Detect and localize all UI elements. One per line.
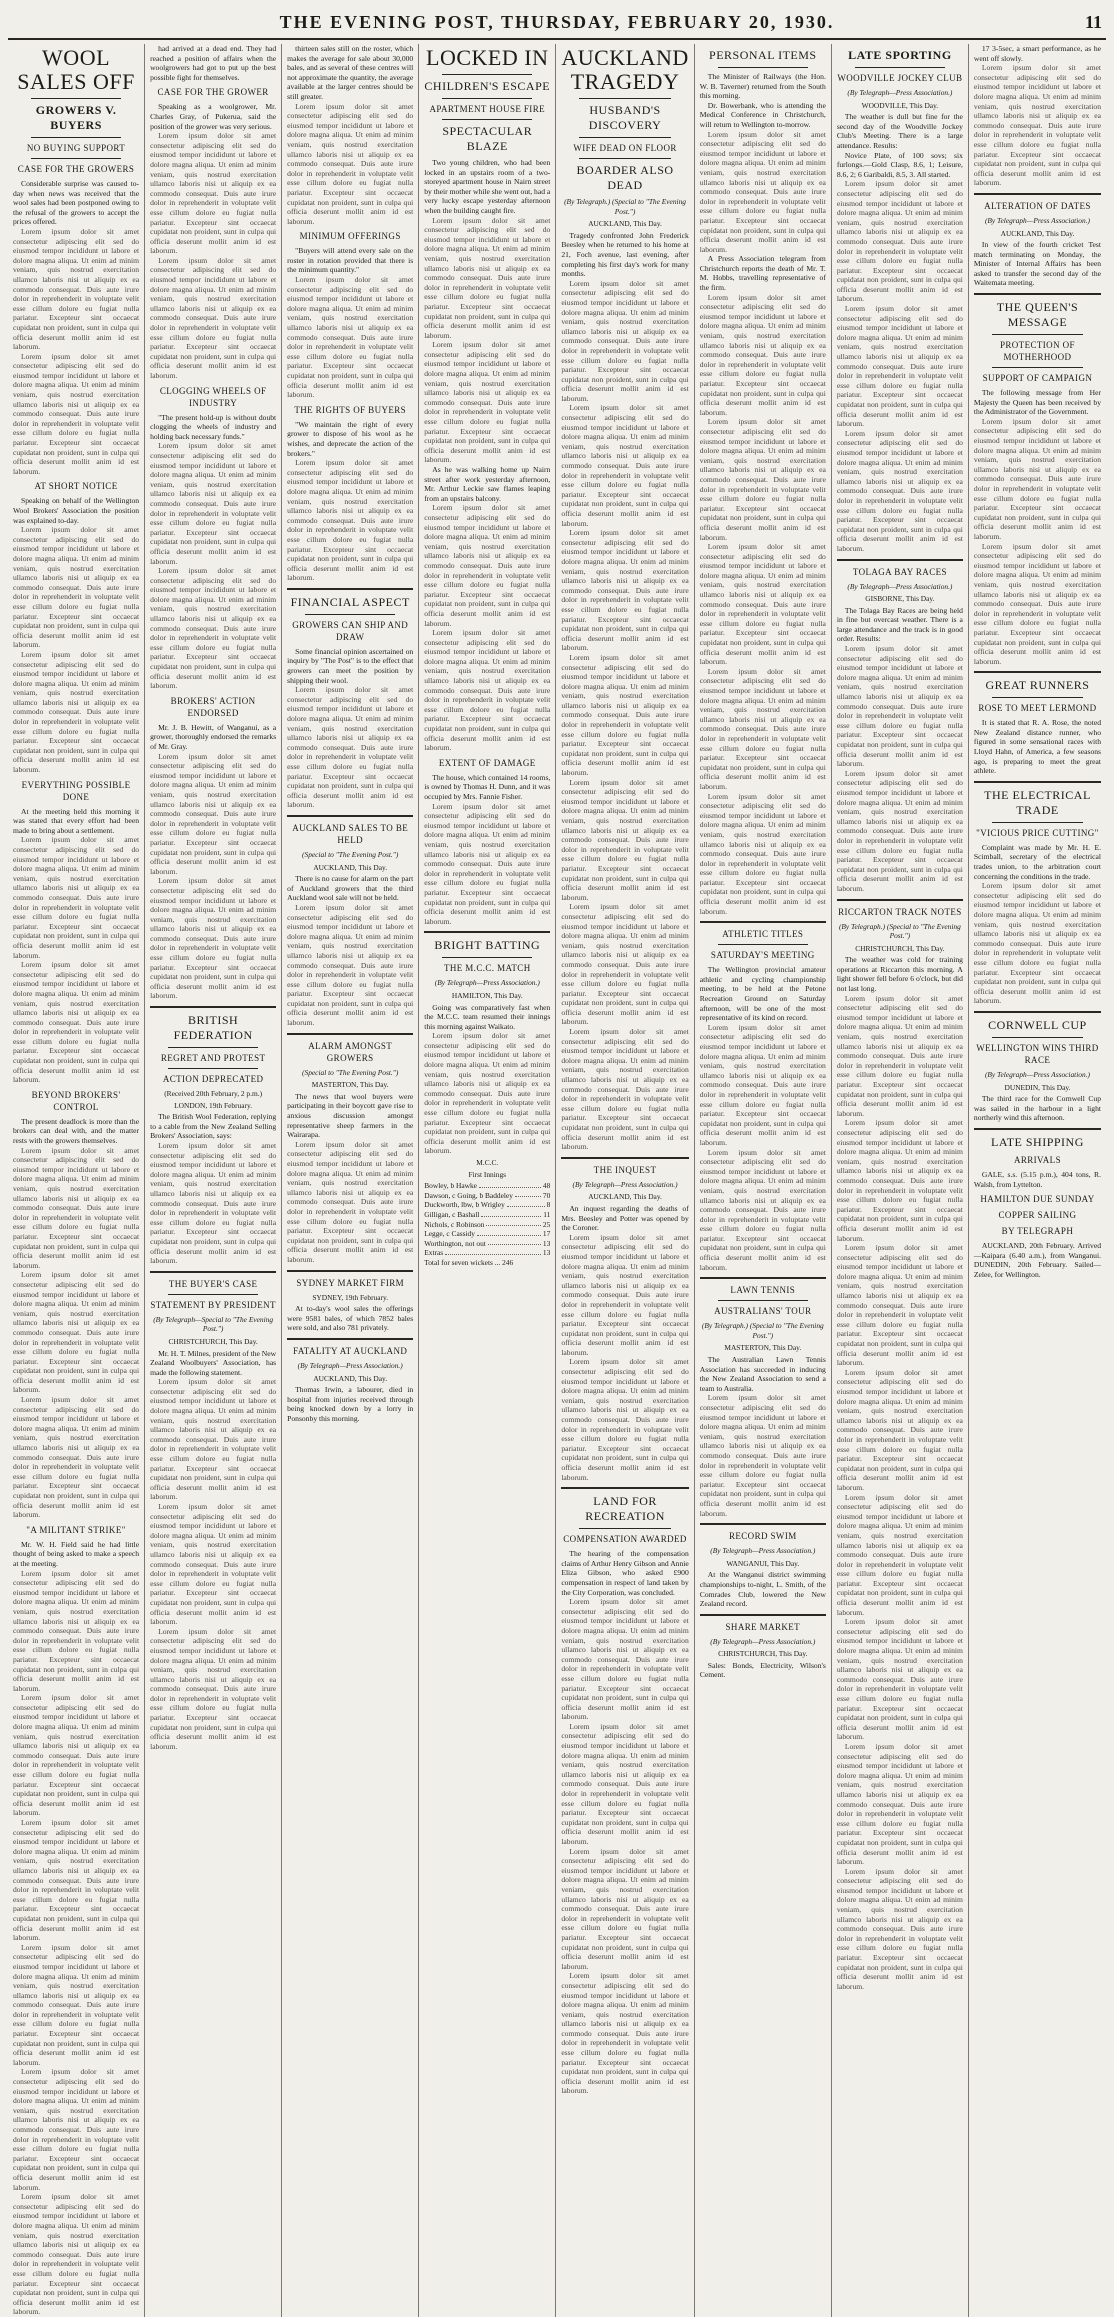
article-paragraph: The present deadlock is more than the brokers can deal with, and the matter rests with the growers themselves. [13,1116,140,1146]
dateline: WOODVILLE, This Day. [861,100,939,110]
filler-text: Lorem ipsum dolor sit amet consectetur adipiscing elit sed do eiusmod tempor incididunt ut labore et dolore magna aliqua. Ut enim ad minim veniam, quis nostrud exercitation ullamco laboris nisi ut aliquip ex ea commodo consequat. Duis aute irure dolor in reprehenderit in voluptate velit esse cillum dolore eu fugiat nulla pariatur. Excepteur sint occaecat cupidatat non proident, sunt in culpa qui officia deserunt mollit anim id est laborum. [561,278,689,403]
filler-text: Lorem ipsum dolor sit amet consectetur adipiscing elit sed do eiusmod tempor incididunt ut labore et dolore magna aliqua. Ut enim ad minim veniam, quis nostrud exercitation ullamco laboris nisi ut aliquip ex ea commodo consequat. Duis aute irure dolor in reprehenderit in voluptate velit esse cillum dolore eu fugiat nulla pariatur. Excepteur sint occaecat cupidatat non proident, sunt in culpa qui officia deserunt mollit anim id est laborum. [287,101,414,226]
article-paragraph: The Minister of Railways (the Hon. W. B. Taverner) returned from the South this morning. [699,72,826,101]
filler-text: Lorem ipsum dolor sit amet consectetur adipiscing elit sed do eiusmod tempor incididunt ut labore et dolore magna aliqua. Ut enim ad minim veniam, quis nostrud exercitation ullamco laboris nisi ut aliquip ex ea commodo consequat. Duis aute irure dolor in reprehenderit in voluptate velit esse cillum dolore eu fugiat nulla pariatur. Excepteur sint occaecat cupidatat non proident, sunt in culpa qui officia deserunt mollit anim id est laborum. [13,1270,140,1395]
section-heading: BROKERS' ACTION ENDORSED [170,695,256,718]
subhead-hamilton: HAMILTON DUE SUNDAY [980,1194,1095,1205]
batsman-runs: 48 [542,1181,551,1191]
batsman-name: Extras [424,1248,444,1258]
filler-text: Lorem ipsum dolor sit amet consectetur adipiscing elit sed do eiusmod tempor incididunt ut labore et dolore magna aliqua. Ut enim ad minim veniam, quis nostrud exercitation ullamco laboris nisi ut aliquip ex ea commodo consequat. Duis aute irure dolor in reprehenderit in voluptate velit esse cillum dolore eu fugiat nulla pariatur. Excepteur sint occaecat cupidatat non proident, sunt in culpa qui officia deserunt mollit anim id est laborum. [287,275,414,400]
article-paragraph: Complaint was made by Mr. H. E. Scimball, secretary of the electrical trades union, to the arbitration court concerning the conditions in the trade. [973,842,1101,881]
headline-alarm-growers: ALARM AMONGST GROWERS [308,1040,393,1063]
dateline: HAMILTON, This Day. [451,990,523,1000]
filler-text: Lorem ipsum dolor sit amet consectetur adipiscing elit sed do eiusmod tempor incididunt ut labore et dolore magna aliqua. Ut enim ad minim veniam, quis nostrud exercitation ullamco laboris nisi ut aliquip ex ea commodo consequat. Duis aute irure dolor in reprehenderit in voluptate velit esse cillum dolore eu fugiat nulla pariatur. Excepteur sint occaecat cupidatat non proident, sunt in culpa qui officia deserunt mollit anim id est laborum. [13,1818,140,1943]
scorecard-subtitle: First Innings [468,1169,507,1179]
headline-alteration-dates: ALTERATION OF DATES [984,200,1091,211]
filler-text: Lorem ipsum dolor sit amet consectetur adipiscing elit sed do eiusmod tempor incididunt ut labore et dolore magna aliqua. Ut enim ad minim veniam, quis nostrud exercitation ullamco laboris nisi ut aliquip ex ea commodo consequat. Duis aute irure dolor in reprehenderit in voluptate velit esse cillum dolore eu fugiat nulla pariatur. Excepteur sint occaecat cupidatat non proident, sunt in culpa qui officia deserunt mollit anim id est laborum. [13,2192,140,2317]
article-paragraph: Going was comparatively fast when the M.C.C. team resumed their innings this morning against Waikato. [424,1002,551,1031]
headline-fatality: FATALITY AT AUCKLAND [293,1345,408,1356]
filler-text: Lorem ipsum dolor sit amet consectetur adipiscing elit sed do eiusmod tempor incididunt ut labore et dolore magna aliqua. Ut enim ad minim veniam, quis nostrud exercitation ullamco laboris nisi ut aliquip ex ea commodo consequat. Duis aute irure dolor in reprehenderit in voluptate velit esse cillum dolore eu fugiat nulla pariatur. Excepteur sint occaecat cupidatat non proident, sunt in culpa qui officia deserunt mollit anim id est laborum. [836,179,963,304]
article-paragraph: The third race for the Cornwell Cup was sailed in the harbour in a light northerly wind this afternoon. [973,1094,1101,1123]
dateline: AUCKLAND, This Day. [313,862,388,872]
section-heading: EVERYTHING POSSIBLE DONE [21,779,131,802]
batsman-runs: 17 [542,1229,551,1239]
article-paragraph: A Press Association telegram from Christchurch reports the death of Mr. T. M. Hobbs, travelling representative of the firm. [699,254,826,293]
filler-text: Lorem ipsum dolor sit amet consectetur adipiscing elit sed do eiusmod tempor incididunt ut labore et dolore magna aliqua. Ut enim ad minim veniam, quis nostrud exercitation ullamco laboris nisi ut aliquip ex ea commodo consequat. Duis aute irure dolor in reprehenderit in voluptate velit esse cillum dolore eu fugiat nulla pariatur. Excepteur sint occaecat cupidatat non proident, sunt in culpa qui officia deserunt mollit anim id est laborum. [836,644,963,769]
dateline: (Received 20th February, 2 p.m.) [164,1089,263,1099]
article-paragraph: Two young children, who had been locked in an upstairs room of a two-storeyed apartment house in Nairn street by their mother while she went out, had a very lucky escape yesterday afternoon when the building caught fire. [424,158,551,215]
filler-text: Lorem ipsum dolor sit amet consectetur adipiscing elit sed do eiusmod tempor incididunt ut labore et dolore magna aliqua. Ut enim ad minim veniam, quis nostrud exercitation ullamco laboris nisi ut aliquip ex ea commodo consequat. Duis aute irure dolor in reprehenderit in voluptate velit esse cillum dolore eu fugiat nulla pariatur. Excepteur sint occaecat cupidatat non proident, sunt in culpa qui officia deserunt mollit anim id est laborum. [836,428,963,553]
article-paragraph: Mr. J. B. Hewitt, of Wanganui, as a grower, thoroughly endorsed the remarks of Mr. Gray. [150,722,277,751]
subhead-statement-president: STATEMENT BY PRESIDENT [150,1299,276,1310]
filler-text: Lorem ipsum dolor sit amet consectetur adipiscing elit sed do eiusmod tempor incididunt ut labore et dolore magna aliqua. Ut enim ad minim veniam, quis nostrud exercitation ullamco laboris nisi ut aliquip ex ea commodo consequat. Duis aute irure dolor in reprehenderit in voluptate velit esse cillum dolore eu fugiat nulla pariatur. Excepteur sint occaecat cupidatat non proident, sunt in culpa qui officia deserunt mollit anim id est laborum. [836,1367,963,1492]
dateline: GISBORNE, This Day. [865,594,935,604]
article-paragraph: Dr. Bowerbank, who is attending the Medical Conference in Christchurch, will return to Wellington to-morrow. [699,100,826,129]
scorecard-total-text: Total for seven wickets ... 246 [424,1257,514,1267]
batsman-runs: 70 [542,1190,551,1200]
headline-electrical-trade: THE ELECTRICAL TRADE [984,787,1091,817]
article-paragraph: At the Wanganui district swimming championships to-night, L. Smith, of the Comrades Club, lowered the New Zealand record. [699,1570,826,1609]
filler-text: Lorem ipsum dolor sit amet consectetur adipiscing elit sed do eiusmod tempor incididunt ut labore et dolore magna aliqua. Ut enim ad minim veniam, quis nostrud exercitation ullamco laboris nisi ut aliquip ex ea commodo consequat. Duis aute irure dolor in reprehenderit in voluptate velit esse cillum dolore eu fugiat nulla pariatur. Excepteur sint occaecat cupidatat non proident, sunt in culpa qui officia deserunt mollit anim id est laborum. [561,777,689,902]
article-paragraph: Novice Plate, of 100 sovs; six furlongs.—Gold Clasp, 8.6, 1; Leisure, 8.6, 2; 6 Garibaldi, 8.5, 3. All started. [836,150,963,179]
dateline: WANGANUI, This Day. [726,1558,800,1568]
article-paragraph: "The present hold-up is without doubt clogging the wheels of industry and holding back necessary funds." [150,412,277,441]
byline: (Special to "The Evening Post.") [302,1067,399,1077]
filler-text: Lorem ipsum dolor sit amet consectetur adipiscing elit sed do eiusmod tempor incididunt ut labore et dolore magna aliqua. Ut enim ad minim veniam, quis nostrud exercitation ullamco laboris nisi ut aliquip ex ea commodo consequat. Duis aute irure dolor in reprehenderit in voluptate velit esse cillum dolore eu fugiat nulla pariatur. Excepteur sint occaecat cupidatat non proident, sunt in culpa qui officia deserunt mollit anim id est laborum. [699,1147,826,1272]
dateline: LONDON, 19th February. [174,1100,253,1110]
masthead [8,4,1106,40]
headline-auckland-sales: AUCKLAND SALES TO BE HELD [292,822,409,845]
article-paragraph: "Buyers will attend every sale on the roster in rotation provided that there is the minimum quantity." [287,246,414,275]
subhead-campaign: SUPPORT OF CAMPAIGN [982,373,1093,384]
scorecard-row [424,1229,550,1239]
subhead-case-growers: CASE FOR THE GROWERS [17,164,135,174]
scorecard-row [424,1239,550,1249]
subhead-wellington-wins: WELLINGTON WINS THIRD RACE [976,1042,1099,1065]
subhead-rose-lermond: ROSE TO MEET LERMOND [978,703,1097,714]
headline-queens-message: THE QUEEN'S MESSAGE [996,300,1079,330]
filler-text: Lorem ipsum dolor sit amet consectetur adipiscing elit sed do eiusmod tempor incididunt ut labore et dolore magna aliqua. Ut enim ad minim veniam, quis nostrud exercitation ullamco laboris nisi ut aliquip ex ea commodo consequat. Duis aute irure dolor in reprehenderit in voluptate velit esse cillum dolore eu fugiat nulla pariatur. Excepteur sint occaecat cupidatat non proident, sunt in culpa qui officia deserunt mollit anim id est laborum. [836,1243,963,1368]
dateline: MASTERTON, This Day. [724,1343,802,1353]
filler-text: Lorem ipsum dolor sit amet consectetur adipiscing elit sed do eiusmod tempor incididunt ut labore et dolore magna aliqua. Ut enim ad minim veniam, quis nostrud exercitation ullamco laboris nisi ut aliquip ex ea commodo consequat. Duis aute irure dolor in reprehenderit in voluptate velit esse cillum dolore eu fugiat nulla pariatur. Excepteur sint occaecat cupidatat non proident, sunt in culpa qui officia deserunt mollit anim id est laborum. [424,628,551,753]
dateline: AUCKLAND, This Day. [1000,228,1075,238]
article-paragraph: The house, which contained 14 rooms, is owned by Thomas H. Dunn, and it was occupied by Mrs. Fannie Fisher. [424,772,551,801]
filler-text: Lorem ipsum dolor sit amet consectetur adipiscing elit sed do eiusmod tempor incididunt ut labore et dolore magna aliqua. Ut enim ad minim veniam, quis nostrud exercitation ullamco laboris nisi ut aliquip ex ea commodo consequat. Duis aute irure dolor in reprehenderit in voluptate velit esse cillum dolore eu fugiat nulla pariatur. Excepteur sint occaecat cupidatat non proident, sunt in culpa qui officia deserunt mollit anim id est laborum. [561,1232,689,1357]
filler-text: Lorem ipsum dolor sit amet consectetur adipiscing elit sed do eiusmod tempor incididunt ut labore et dolore magna aliqua. Ut enim ad minim veniam, quis nostrud exercitation ullamco laboris nisi ut aliquip ex ea commodo consequat. Duis aute irure dolor in reprehenderit in voluptate velit esse cillum dolore eu fugiat nulla pariatur. Excepteur sint occaecat cupidatat non proident, sunt in culpa qui officia deserunt mollit anim id est laborum. [973,416,1101,541]
column-grid [8,44,1106,2317]
section-heading: "A MILITANT STRIKE" [26,1524,126,1535]
filler-text: Lorem ipsum dolor sit amet consectetur adipiscing elit sed do eiusmod tempor incididunt ut labore et dolore magna aliqua. Ut enim ad minim veniam, quis nostrud exercitation ullamco laboris nisi ut aliquip ex ea commodo consequat. Duis aute irure dolor in reprehenderit in voluptate velit esse cillum dolore eu fugiat nulla pariatur. Excepteur sint occaecat cupidatat non proident, sunt in culpa qui officia deserunt mollit anim id est laborum. [13,1693,140,1818]
batsman-name: Worthington, not out [424,1238,486,1248]
headline-locked-in: LOCKED IN [426,45,549,70]
section-heading: MINIMUM OFFERINGS [299,231,401,242]
filler-text: Lorem ipsum dolor sit amet consectetur adipiscing elit sed do eiusmod tempor incididunt ut labore et dolore magna aliqua. Ut enim ad minim veniam, quis nostrud exercitation ullamco laboris nisi ut aliquip ex ea commodo consequat. Duis aute irure dolor in reprehenderit in voluptate velit esse cillum dolore eu fugiat nulla pariatur. Excepteur sint occaecat cupidatat non proident, sunt in culpa qui officia deserunt mollit anim id est laborum. [13,1395,140,1520]
filler-text: Lorem ipsum dolor sit amet consectetur adipiscing elit sed do eiusmod tempor incididunt ut labore et dolore magna aliqua. Ut enim ad minim veniam, quis nostrud exercitation ullamco laboris nisi ut aliquip ex ea commodo consequat. Duis aute irure dolor in reprehenderit in voluptate velit esse cillum dolore eu fugiat nulla pariatur. Excepteur sint occaecat cupidatat non proident, sunt in culpa qui officia deserunt mollit anim id est laborum. [699,292,826,417]
batsman-name: Legge, c Cassidy [424,1229,475,1239]
subhead-saturday-meeting: SATURDAY'S MEETING [710,950,815,961]
dateline: CHRISTCHURCH, This Day. [718,1649,808,1659]
article-paragraph: Mr. W. H. Field said he had little thought of being asked to make a speech at the meeting. [13,1539,140,1568]
batsman-runs: 8 [546,1200,551,1210]
article-paragraph: An inquest regarding the deaths of Mrs. Beesley and Potter was opened by the Coroner. [561,1203,689,1233]
filler-text: Lorem ipsum dolor sit amet consectetur adipiscing elit sed do eiusmod tempor incididunt ut labore et dolore magna aliqua. Ut enim ad minim veniam, quis nostrud exercitation ullamco laboris nisi ut aliquip ex ea commodo consequat. Duis aute irure dolor in reprehenderit in voluptate velit esse cillum dolore eu fugiat nulla pariatur. Excepteur sint occaecat cupidatat non proident, sunt in culpa qui officia deserunt mollit anim id est laborum. [836,768,963,893]
article-paragraph: Considerable surprise was caused to-day when news was received that the wool sales had been postponed owing to the refusal of the growers to accept the prices offered. [13,179,140,227]
filler-text: Lorem ipsum dolor sit amet consectetur adipiscing elit sed do eiusmod tempor incididunt ut labore et dolore magna aliqua. Ut enim ad minim veniam, quis nostrud exercitation ullamco laboris nisi ut aliquip ex ea commodo consequat. Duis aute irure dolor in reprehenderit in voluptate velit esse cillum dolore eu fugiat nulla pariatur. Excepteur sint occaecat cupidatat non proident, sunt in culpa qui officia deserunt mollit anim id est laborum. [699,666,826,791]
filler-text: Lorem ipsum dolor sit amet consectetur adipiscing elit sed do eiusmod tempor incididunt ut labore et dolore magna aliqua. Ut enim ad minim veniam, quis nostrud exercitation ullamco laboris nisi ut aliquip ex ea commodo consequat. Duis aute irure dolor in reprehenderit in voluptate velit esse cillum dolore eu fugiat nulla pariatur. Excepteur sint occaecat cupidatat non proident, sunt in culpa qui officia deserunt mollit anim id est laborum. [561,403,689,528]
article-paragraph: The news that wool buyers were participating in their boycott gave rise to anxious discussion amongst representative sheep farmers in the Wairarapa. [287,1091,414,1140]
filler-text: Lorem ipsum dolor sit amet consectetur adipiscing elit sed do eiusmod tempor incididunt ut labore et dolore magna aliqua. Ut enim ad minim veniam, quis nostrud exercitation ullamco laboris nisi ut aliquip ex ea commodo consequat. Duis aute irure dolor in reprehenderit in voluptate velit esse cillum dolore eu fugiat nulla pariatur. Excepteur sint occaecat cupidatat non proident, sunt in culpa qui officia deserunt mollit anim id est laborum. [424,801,551,926]
filler-text: Lorem ipsum dolor sit amet consectetur adipiscing elit sed do eiusmod tempor incididunt ut labore et dolore magna aliqua. Ut enim ad minim veniam, quis nostrud exercitation ullamco laboris nisi ut aliquip ex ea commodo consequat. Duis aute irure dolor in reprehenderit in voluptate velit esse cillum dolore eu fugiat nulla pariatur. Excepteur sint occaecat cupidatat non proident, sunt in culpa qui officia deserunt mollit anim id est laborum. [13,2067,140,2192]
headline-late-sporting: LATE SPORTING [848,48,952,62]
headline-sydney-market: SYDNEY MARKET FIRM [296,1277,405,1288]
filler-text: Lorem ipsum dolor sit amet consectetur adipiscing elit sed do eiusmod tempor incididunt ut labore et dolore magna aliqua. Ut enim ad minim veniam, quis nostrud exercitation ullamco laboris nisi ut aliquip ex ea commodo consequat. Duis aute irure dolor in reprehenderit in voluptate velit esse cillum dolore eu fugiat nulla pariatur. Excepteur sint occaecat cupidatat non proident, sunt in culpa qui officia deserunt mollit anim id est laborum. [699,1393,826,1518]
batsman-runs: 13 [542,1248,551,1258]
article-paragraph: AUCKLAND, 20th February. Arrived—Kaipara (6.40 a.m.), from Wanganui. DUNEDIN, 20th February. Sailed—Zelee, for Wellington. [973,1241,1101,1279]
headline-bright-batting: BRIGHT BATTING [434,938,541,953]
section-heading: AT SHORT NOTICE [34,481,118,492]
column-8 [969,44,1106,2317]
filler-text: Lorem ipsum dolor sit amet consectetur adipiscing elit sed do eiusmod tempor incididunt ut labore et dolore magna aliqua. Ut enim ad minim veniam, quis nostrud exercitation ullamco laboris nisi ut aliquip ex ea commodo consequat. Duis aute irure dolor in reprehenderit in voluptate velit esse cillum dolore eu fugiat nulla pariatur. Excepteur sint occaecat cupidatat non proident, sunt in culpa qui officia deserunt mollit anim id est laborum. [13,835,140,960]
article-paragraph: The Tolaga Bay Races are being held in fine but overcast weather. There is a large attendance and the track is in good order. Results: [836,605,963,644]
filler-text: Lorem ipsum dolor sit amet consectetur adipiscing elit sed do eiusmod tempor incididunt ut labore et dolore magna aliqua. Ut enim ad minim veniam, quis nostrud exercitation ullamco laboris nisi ut aliquip ex ea commodo consequat. Duis aute irure dolor in reprehenderit in voluptate velit esse cillum dolore eu fugiat nulla pariatur. Excepteur sint occaecat cupidatat non proident, sunt in culpa qui officia deserunt mollit anim id est laborum. [973,881,1101,1006]
subhead-regret-protest: REGRET AND PROTEST [160,1053,266,1064]
subhead-mcc-match: THE M.C.C. MATCH [443,963,531,974]
headline-inquest: THE INQUEST [593,1164,657,1175]
filler-text: Lorem ipsum dolor sit amet consectetur adipiscing elit sed do eiusmod tempor incididunt ut labore et dolore magna aliqua. Ut enim ad minim veniam, quis nostrud exercitation ullamco laboris nisi ut aliquip ex ea commodo consequat. Duis aute irure dolor in reprehenderit in voluptate velit esse cillum dolore eu fugiat nulla pariatur. Excepteur sint occaecat cupidatat non proident, sunt in culpa qui officia deserunt mollit anim id est laborum. [13,1568,140,1693]
batsman-name: Gilligan, c Bashall [424,1209,480,1219]
article-paragraph: The Australian Lawn Tennis Association has succeeded in inducing the New Zealand Association to send a team to Australia. [699,1355,826,1393]
filler-text: Lorem ipsum dolor sit amet consectetur adipiscing elit sed do eiusmod tempor incididunt ut labore et dolore magna aliqua. Ut enim ad minim veniam, quis nostrud exercitation ullamco laboris nisi ut aliquip ex ea commodo consequat. Duis aute irure dolor in reprehenderit in voluptate velit esse cillum dolore eu fugiat nulla pariatur. Excepteur sint occaecat cupidatat non proident, sunt in culpa qui officia deserunt mollit anim id est laborum. [424,215,551,340]
filler-text: Lorem ipsum dolor sit amet consectetur adipiscing elit sed do eiusmod tempor incididunt ut labore et dolore magna aliqua. Ut enim ad minim veniam, quis nostrud exercitation ullamco laboris nisi ut aliquip ex ea commodo consequat. Duis aute irure dolor in reprehenderit in voluptate velit esse cillum dolore eu fugiat nulla pariatur. Excepteur sint occaecat cupidatat non proident, sunt in culpa qui officia deserunt mollit anim id est laborum. [287,1139,414,1264]
scorecard-row [424,1220,550,1230]
subhead-apartment-fire: APARTMENT HOUSE FIRE [429,104,546,114]
byline: (By Telegraph—Press Association.) [984,1069,1090,1079]
byline: (By Telegraph—Press Association.) [847,581,953,591]
filler-text: Lorem ipsum dolor sit amet consectetur adipiscing elit sed do eiusmod tempor incididunt ut labore et dolore magna aliqua. Ut enim ad minim veniam, quis nostrud exercitation ullamco laboris nisi ut aliquip ex ea commodo consequat. Duis aute irure dolor in reprehenderit in voluptate velit esse cillum dolore eu fugiat nulla pariatur. Excepteur sint occaecat cupidatat non proident, sunt in culpa qui officia deserunt mollit anim id est laborum. [836,304,963,429]
dateline: MASTERTON, This Day. [311,1080,389,1090]
section-heading: CLOGGING WHEELS OF INDUSTRY [159,385,267,408]
filler-text: Lorem ipsum dolor sit amet consectetur adipiscing elit sed do eiusmod tempor incididunt ut labore et dolore magna aliqua. Ut enim ad minim veniam, quis nostrud exercitation ullamco laboris nisi ut aliquip ex ea commodo consequat. Duis aute irure dolor in reprehenderit in voluptate velit esse cillum dolore eu fugiat nulla pariatur. Excepteur sint occaecat cupidatat non proident, sunt in culpa qui officia deserunt mollit anim id est laborum. [287,685,414,810]
article-paragraph: In view of the fourth cricket Test match terminating on Monday, the Minister of Internal Affairs has been asked to transfer the second day of the Waitemata meeting. [973,240,1101,288]
headline-athletic-titles: ATHLETIC TITLES [722,929,804,940]
dateline: SYDNEY, 19th February. [312,1292,389,1302]
filler-text: Lorem ipsum dolor sit amet consectetur adipiscing elit sed do eiusmod tempor incididunt ut labore et dolore magna aliqua. Ut enim ad minim veniam, quis nostrud exercitation ullamco laboris nisi ut aliquip ex ea commodo consequat. Duis aute irure dolor in reprehenderit in voluptate velit esse cillum dolore eu fugiat nulla pariatur. Excepteur sint occaecat cupidatat non proident, sunt in culpa qui officia deserunt mollit anim id est laborum. [836,1741,963,1867]
filler-text: Lorem ipsum dolor sit amet consectetur adipiscing elit sed do eiusmod tempor incididunt ut labore et dolore magna aliqua. Ut enim ad minim veniam, quis nostrud exercitation ullamco laboris nisi ut aliquip ex ea commodo consequat. Duis aute irure dolor in reprehenderit in voluptate velit esse cillum dolore eu fugiat nulla pariatur. Excepteur sint occaecat cupidatat non proident, sunt in culpa qui officia deserunt mollit anim id est laborum. [13,525,140,650]
subhead-ship-draw: GROWERS CAN SHIP AND DRAW [292,619,409,642]
subhead-buyers-case: THE BUYER'S CASE [168,1278,258,1289]
headline-tolaga-bay: TOLAGA BAY RACES [852,566,947,577]
filler-text: Lorem ipsum dolor sit amet consectetur adipiscing elit sed do eiusmod tempor incididunt ut labore et dolore magna aliqua. Ut enim ad minim veniam, quis nostrud exercitation ullamco laboris nisi ut aliquip ex ea commodo consequat. Duis aute irure dolor in reprehenderit in voluptate velit esse cillum dolore eu fugiat nulla pariatur. Excepteur sint occaecat cupidatat non proident, sunt in culpa qui officia deserunt mollit anim id est laborum. [13,960,140,1085]
headline-record-swim: RECORD SWIM [728,1531,797,1542]
article-paragraph: There is no cause for alarm on the part of Auckland growers that the third Auckland wool sale will not be held. [287,874,414,903]
filler-text: Lorem ipsum dolor sit amet consectetur adipiscing elit sed do eiusmod tempor incididunt ut labore et dolore magna aliqua. Ut enim ad minim veniam, quis nostrud exercitation ullamco laboris nisi ut aliquip ex ea commodo consequat. Duis aute irure dolor in reprehenderit in voluptate velit esse cillum dolore eu fugiat nulla pariatur. Excepteur sint occaecat cupidatat non proident, sunt in culpa qui officia deserunt mollit anim id est laborum. [13,649,140,775]
subhead-spectacular-blaze: SPECTACULAR BLAZE [442,124,533,153]
subhead-copper: COPPER SAILING [998,1210,1077,1221]
batsman-runs: 25 [542,1219,551,1229]
article-paragraph: 17 3-5sec, a smart performance, as he went off slowly. [973,44,1101,63]
filler-text: Lorem ipsum dolor sit amet consectetur adipiscing elit sed do eiusmod tempor incididunt ut labore et dolore magna aliqua. Ut enim ad minim veniam, quis nostrud exercitation ullamco laboris nisi ut aliquip ex ea commodo consequat. Duis aute irure dolor in reprehenderit in voluptate velit esse cillum dolore eu fugiat nulla pariatur. Excepteur sint occaecat cupidatat non proident, sunt in culpa qui officia deserunt mollit anim id est laborum. [561,1357,689,1482]
filler-text: Lorem ipsum dolor sit amet consectetur adipiscing elit sed do eiusmod tempor incididunt ut labore et dolore magna aliqua. Ut enim ad minim veniam, quis nostrud exercitation ullamco laboris nisi ut aliquip ex ea commodo consequat. Duis aute irure dolor in reprehenderit in voluptate velit esse cillum dolore eu fugiat nulla pariatur. Excepteur sint occaecat cupidatat non proident, sunt in culpa qui officia deserunt mollit anim id est laborum. [561,1971,689,2096]
batsman-name: Bowley, b Hawke [424,1181,477,1191]
batsman-runs: 13 [542,1238,551,1248]
byline: (By Telegraph.) (Special to "The Evening Post.") [701,1321,824,1340]
subhead-motherhood: PROTECTION OF MOTHERHOOD [999,340,1075,363]
article-paragraph: Mr. H. T. Milnes, president of the New Zealand Woolbuyers' Association, has made the following statement. [150,1348,277,1377]
subhead-woodville: WOODVILLE JOCKEY CLUB [837,73,963,83]
batsman-name: Dawson, c Going, b Baddeley [424,1190,513,1200]
section-heading: EXTENT OF DAMAGE [438,757,536,768]
byline: (By Telegraph—Press Association.) [572,1179,678,1189]
filler-text: Lorem ipsum dolor sit amet consectetur adipiscing elit sed do eiusmod tempor incididunt ut labore et dolore magna aliqua. Ut enim ad minim veniam, quis nostrud exercitation ullamco laboris nisi ut aliquip ex ea commodo consequat. Duis aute irure dolor in reprehenderit in voluptate velit esse cillum dolore eu fugiat nulla pariatur. Excepteur sint occaecat cupidatat non proident, sunt in culpa qui officia deserunt mollit anim id est laborum. [561,652,689,778]
article-paragraph: The Wellington provincial amateur athletic and cycling championship meeting, to be held at the Petone Recreation Ground on Saturday afternoon, will be one of the most representative of its kind on record. [699,965,826,1023]
article-paragraph: As he was walking home up Nairn street after work yesterday afternoon, Mr. Arthur Leckie saw flames leaping from an upstairs balcony. [424,465,551,503]
article-paragraph: Speaking on behalf of the Wellington Wool Brokers' Association the position was explained to-day. [13,496,140,525]
subhead-action-deprecated: ACTION DEPRECATED [162,1074,264,1085]
filler-text: Lorem ipsum dolor sit amet consectetur adipiscing elit sed do eiusmod tempor incididunt ut labore et dolore magna aliqua. Ut enim ad minim veniam, quis nostrud exercitation ullamco laboris nisi ut aliquip ex ea commodo consequat. Duis aute irure dolor in reprehenderit in voluptate velit esse cillum dolore eu fugiat nulla pariatur. Excepteur sint occaecat cupidatat non proident, sunt in culpa qui officia deserunt mollit anim id est laborum. [287,458,414,583]
column-1 [8,44,145,2317]
article-paragraph: Thomas Irwin, a labourer, died in hospital from injuries received through being knocked down by a lorry in Ponsonby this morning. [287,1385,414,1423]
article-paragraph: Tragedy confronted John Frederick Beesley when he returned to his home at 21, Foch avenue, last evening, after completing his first day's work for many months. [561,230,689,279]
filler-text: Lorem ipsum dolor sit amet consectetur adipiscing elit sed do eiusmod tempor incididunt ut labore et dolore magna aliqua. Ut enim ad minim veniam, quis nostrud exercitation ullamco laboris nisi ut aliquip ex ea commodo consequat. Duis aute irure dolor in reprehenderit in voluptate velit esse cillum dolore eu fugiat nulla pariatur. Excepteur sint occaecat cupidatat non proident, sunt in culpa qui officia deserunt mollit anim id est laborum. [561,1597,689,1722]
subhead-price-cutting: "VICIOUS PRICE CUTTING" [976,827,1099,838]
dateline: AUCKLAND, This Day. [588,1192,662,1202]
batsman-name: Nichols, c Robinson [424,1219,485,1229]
filler-text: Lorem ipsum dolor sit amet consectetur adipiscing elit sed do eiusmod tempor incididunt ut labore et dolore magna aliqua. Ut enim ad minim veniam, quis nostrud exercitation ullamco laboris nisi ut aliquip ex ea commodo consequat. Duis aute irure dolor in reprehenderit in voluptate velit esse cillum dolore eu fugiat nulla pariatur. Excepteur sint occaecat cupidatat non proident, sunt in culpa qui officia deserunt mollit anim id est laborum. [150,1377,277,1502]
column-2 [145,44,282,2317]
filler-text: Lorem ipsum dolor sit amet consectetur adipiscing elit sed do eiusmod tempor incididunt ut labore et dolore magna aliqua. Ut enim ad minim veniam, quis nostrud exercitation ullamco laboris nisi ut aliquip ex ea commodo consequat. Duis aute irure dolor in reprehenderit in voluptate velit esse cillum dolore eu fugiat nulla pariatur. Excepteur sint occaecat cupidatat non proident, sunt in culpa qui officia deserunt mollit anim id est laborum. [561,1846,689,1971]
byline: (Special to "The Evening Post.") [302,849,399,859]
article-paragraph: GALE, s.s. (5.15 p.m.), 404 tons, R. Walsh, from Lyttelton. [973,1169,1101,1189]
filler-text: Lorem ipsum dolor sit amet consectetur adipiscing elit sed do eiusmod tempor incididunt ut labore et dolore magna aliqua. Ut enim ad minim veniam, quis nostrud exercitation ullamco laboris nisi ut aliquip ex ea commodo consequat. Duis aute irure dolor in reprehenderit in voluptate velit esse cillum dolore eu fugiat nulla pariatur. Excepteur sint occaecat cupidatat non proident, sunt in culpa qui officia deserunt mollit anim id est laborum. [699,417,826,542]
filler-text: Lorem ipsum dolor sit amet consectetur adipiscing elit sed do eiusmod tempor incididunt ut labore et dolore magna aliqua. Ut enim ad minim veniam, quis nostrud exercitation ullamco laboris nisi ut aliquip ex ea commodo consequat. Duis aute irure dolor in reprehenderit in voluptate velit esse cillum dolore eu fugiat nulla pariatur. Excepteur sint occaecat cupidatat non proident, sunt in culpa qui officia deserunt mollit anim id est laborum. [287,902,414,1028]
byline: (By Telegraph—Press Association.) [710,1636,816,1646]
byline: (By Telegraph.) (Special to "The Evening Post.") [838,921,961,941]
headline-cornwell-cup: CORNWELL CUP [988,1017,1087,1032]
subhead-husbands-discovery: HUSBAND'S DISCOVERY [588,103,662,132]
article-paragraph: At the meeting held this morning it was stated that every effort had been made to bring about a settlement. [13,806,140,835]
article-paragraph: The following message from Her Majesty the Queen has been received by the Administrator of the Government. [973,388,1101,417]
filler-text: Lorem ipsum dolor sit amet consectetur adipiscing elit sed do eiusmod tempor incididunt ut labore et dolore magna aliqua. Ut enim ad minim veniam, quis nostrud exercitation ullamco laboris nisi ut aliquip ex ea commodo consequat. Duis aute irure dolor in reprehenderit in voluptate velit esse cillum dolore eu fugiat nulla pariatur. Excepteur sint occaecat cupidatat non proident, sunt in culpa qui officia deserunt mollit anim id est laborum. [150,441,277,566]
filler-text: Lorem ipsum dolor sit amet consectetur adipiscing elit sed do eiusmod tempor incididunt ut labore et dolore magna aliqua. Ut enim ad minim veniam, quis nostrud exercitation ullamco laboris nisi ut aliquip ex ea commodo consequat. Duis aute irure dolor in reprehenderit in voluptate velit esse cillum dolore eu fugiat nulla pariatur. Excepteur sint occaecat cupidatat non proident, sunt in culpa qui officia deserunt mollit anim id est laborum. [13,1942,140,2067]
section-heading: THE RIGHTS OF BUYERS [294,404,407,415]
filler-text: Lorem ipsum dolor sit amet consectetur adipiscing elit sed do eiusmod tempor incididunt ut labore et dolore magna aliqua. Ut enim ad minim veniam, quis nostrud exercitation ullamco laboris nisi ut aliquip ex ea commodo consequat. Duis aute irure dolor in reprehenderit in voluptate velit esse cillum dolore eu fugiat nulla pariatur. Excepteur sint occaecat cupidatat non proident, sunt in culpa qui officia deserunt mollit anim id est laborum. [150,255,277,380]
byline: (By Telegraph—Special to "The Evening Post.") [153,1314,274,1334]
section-heading: CASE FOR THE GROWER [157,87,269,98]
column-4 [419,44,556,2317]
scorecard-row [424,1210,550,1220]
filler-text: Lorem ipsum dolor sit amet consectetur adipiscing elit sed do eiusmod tempor incididunt ut labore et dolore magna aliqua. Ut enim ad minim veniam, quis nostrud exercitation ullamco laboris nisi ut aliquip ex ea commodo consequat. Duis aute irure dolor in reprehenderit in voluptate velit esse cillum dolore eu fugiat nulla pariatur. Excepteur sint occaecat cupidatat non proident, sunt in culpa qui officia deserunt mollit anim id est laborum. [699,542,826,667]
filler-text: Lorem ipsum dolor sit amet consectetur adipiscing elit sed do eiusmod tempor incididunt ut labore et dolore magna aliqua. Ut enim ad minim veniam, quis nostrud exercitation ullamco laboris nisi ut aliquip ex ea commodo consequat. Duis aute irure dolor in reprehenderit in voluptate velit esse cillum dolore eu fugiat nulla pariatur. Excepteur sint occaecat cupidatat non proident, sunt in culpa qui officia deserunt mollit anim id est laborum. [150,1502,277,1627]
byline: (By Telegraph—Press Association.) [434,978,540,988]
scorecard-row [424,1200,550,1210]
article-paragraph: The British Wool Federation, replying to a cable from the New Zealand Selling Brokers' Association, says: [150,1112,277,1141]
masthead-title: THE EVENING POST, THURSDAY, FEBRUARY 20, 1930. [279,12,835,32]
filler-text: Lorem ipsum dolor sit amet consectetur adipiscing elit sed do eiusmod tempor incididunt ut labore et dolore magna aliqua. Ut enim ad minim veniam, quis nostrud exercitation ullamco laboris nisi ut aliquip ex ea commodo consequat. Duis aute irure dolor in reprehenderit in voluptate velit esse cillum dolore eu fugiat nulla pariatur. Excepteur sint occaecat cupidatat non proident, sunt in culpa qui officia deserunt mollit anim id est laborum. [424,340,551,465]
article-paragraph: Sales: Bonds, Electricity, Wilson's Cement. [699,1660,826,1680]
subhead-australians-tour: AUSTRALIANS' TOUR [714,1306,812,1317]
filler-text: Lorem ipsum dolor sit amet consectetur adipiscing elit sed do eiusmod tempor incididunt ut labore et dolore magna aliqua. Ut enim ad minim veniam, quis nostrud exercitation ullamco laboris nisi ut aliquip ex ea commodo consequat. Duis aute irure dolor in reprehenderit in voluptate velit esse cillum dolore eu fugiat nulla pariatur. Excepteur sint occaecat cupidatat non proident, sunt in culpa qui officia deserunt mollit anim id est laborum. [973,541,1101,666]
article-paragraph: "We maintain the right of every grower to dispose of his wool as he wishes, and deprecate the action of the brokers." [287,419,414,458]
article-paragraph: Speaking as a woolgrower, Mr. Charles Gray, of Pukerua, said the position of the grower was very serious. [150,102,277,131]
dateline: CHRISTCHURCH, This Day. [168,1336,258,1346]
subhead-by-telegraph: BY TELEGRAPH [1001,1226,1074,1237]
headline-land-recreation: LAND FOR RECREATION [585,1494,665,1524]
dateline: DUNEDIN, This Day. [1004,1082,1071,1092]
article-paragraph: At to-day's wool sales the offerings were 9581 bales, of which 7852 bales were sold, and also 781 privately. [287,1304,414,1333]
subhead-no-buying: NO BUYING SUPPORT [26,143,126,153]
headline-lawn-tennis: LAWN TENNIS [730,1285,796,1296]
filler-text: Lorem ipsum dolor sit amet consectetur adipiscing elit sed do eiusmod tempor incididunt ut labore et dolore magna aliqua. Ut enim ad minim veniam, quis nostrud exercitation ullamco laboris nisi ut aliquip ex ea commodo consequat. Duis aute irure dolor in reprehenderit in voluptate velit esse cillum dolore eu fugiat nulla pariatur. Excepteur sint occaecat cupidatat non proident, sunt in culpa qui officia deserunt mollit anim id est laborum. [150,566,277,691]
scorecard-title: M.C.C. [476,1158,499,1167]
article-paragraph: The weather was cold for training operations at Riccarton this morning. A light shower fell before 6 o'clock, but did not last long. [836,955,963,994]
column-7 [832,44,969,2317]
filler-text: Lorem ipsum dolor sit amet consectetur adipiscing elit sed do eiusmod tempor incididunt ut labore et dolore magna aliqua. Ut enim ad minim veniam, quis nostrud exercitation ullamco laboris nisi ut aliquip ex ea commodo consequat. Duis aute irure dolor in reprehenderit in voluptate velit esse cillum dolore eu fugiat nulla pariatur. Excepteur sint occaecat cupidatat non proident, sunt in culpa qui officia deserunt mollit anim id est laborum. [836,1866,963,1991]
filler-text: Lorem ipsum dolor sit amet consectetur adipiscing elit sed do eiusmod tempor incididunt ut labore et dolore magna aliqua. Ut enim ad minim veniam, quis nostrud exercitation ullamco laboris nisi ut aliquip ex ea commodo consequat. Duis aute irure dolor in reprehenderit in voluptate velit esse cillum dolore eu fugiat nulla pariatur. Excepteur sint occaecat cupidatat non proident, sunt in culpa qui officia deserunt mollit anim id est laborum. [699,791,826,916]
byline: (By Telegraph—Press Association.) [984,215,1090,225]
article-paragraph: The hearing of the compensation claims of Arthur Henry Gibson and Annie Eliza Gibson, who asked £900 compensation in respect of land taken by the City Corporation, was concluded. [561,1549,689,1597]
article-paragraph: The weather is dull but fine for the second day of the Woodville Jockey Club's Meeting. There is a large attendance. Results: [836,112,963,150]
page-number: 11 [1084,12,1102,32]
subhead-compensation: COMPENSATION AWARDED [563,1534,687,1545]
headline-wool-sales: WOOL SALES OFF [17,45,135,94]
article-paragraph: Some financial opinion ascertained on inquiry by "The Post" is to the effect that growers can meet the position by shipping their wool. [287,646,414,685]
subhead-arrivals: ARRIVALS [1013,1154,1061,1165]
subhead-boarder-dead: BOARDER ALSO DEAD [576,163,674,192]
filler-text: Lorem ipsum dolor sit amet consectetur adipiscing elit sed do eiusmod tempor incididunt ut labore et dolore magna aliqua. Ut enim ad minim veniam, quis nostrud exercitation ullamco laboris nisi ut aliquip ex ea commodo consequat. Duis aute irure dolor in reprehenderit in voluptate velit esse cillum dolore eu fugiat nulla pariatur. Excepteur sint occaecat cupidatat non proident, sunt in culpa qui officia deserunt mollit anim id est laborum. [836,1617,963,1742]
headline-late-shipping: LATE SHIPPING [991,1134,1084,1149]
subhead-wife-dead: WIFE DEAD ON FLOOR [573,143,677,153]
filler-text: Lorem ipsum dolor sit amet consectetur adipiscing elit sed do eiusmod tempor incididunt ut labore et dolore magna aliqua. Ut enim ad minim veniam, quis nostrud exercitation ullamco laboris nisi ut aliquip ex ea commodo consequat. Duis aute irure dolor in reprehenderit in voluptate velit esse cillum dolore eu fugiat nulla pariatur. Excepteur sint occaecat cupidatat non proident, sunt in culpa qui officia deserunt mollit anim id est laborum. [424,1031,551,1156]
filler-text: Lorem ipsum dolor sit amet consectetur adipiscing elit sed do eiusmod tempor incididunt ut labore et dolore magna aliqua. Ut enim ad minim veniam, quis nostrud exercitation ullamco laboris nisi ut aliquip ex ea commodo consequat. Duis aute irure dolor in reprehenderit in voluptate velit esse cillum dolore eu fugiat nulla pariatur. Excepteur sint occaecat cupidatat non proident, sunt in culpa qui officia deserunt mollit anim id est laborum. [13,351,140,476]
filler-text: Lorem ipsum dolor sit amet consectetur adipiscing elit sed do eiusmod tempor incididunt ut labore et dolore magna aliqua. Ut enim ad minim veniam, quis nostrud exercitation ullamco laboris nisi ut aliquip ex ea commodo consequat. Duis aute irure dolor in reprehenderit in voluptate velit esse cillum dolore eu fugiat nulla pariatur. Excepteur sint occaecat cupidatat non proident, sunt in culpa qui officia deserunt mollit anim id est laborum. [836,1118,963,1243]
article-paragraph: thirteen sales still on the roster, which makes the average for sale about 30,000 bales, and as several of these centres will not approximate the quantity, the average available at the larger centres should be still greater. [287,44,414,101]
filler-text: Lorem ipsum dolor sit amet consectetur adipiscing elit sed do eiusmod tempor incididunt ut labore et dolore magna aliqua. Ut enim ad minim veniam, quis nostrud exercitation ullamco laboris nisi ut aliquip ex ea commodo consequat. Duis aute irure dolor in reprehenderit in voluptate velit esse cillum dolore eu fugiat nulla pariatur. Excepteur sint occaecat cupidatat non proident, sunt in culpa qui officia deserunt mollit anim id est laborum. [836,1492,963,1617]
filler-text: Lorem ipsum dolor sit amet consectetur adipiscing elit sed do eiusmod tempor incididunt ut labore et dolore magna aliqua. Ut enim ad minim veniam, quis nostrud exercitation ullamco laboris nisi ut aliquip ex ea commodo consequat. Duis aute irure dolor in reprehenderit in voluptate velit esse cillum dolore eu fugiat nulla pariatur. Excepteur sint occaecat cupidatat non proident, sunt in culpa qui officia deserunt mollit anim id est laborum. [973,63,1101,188]
headline-riccarton: RICCARTON TRACK NOTES [838,906,962,917]
subhead-growers-buyers: GROWERS V. BUYERS [35,103,117,132]
column-3 [282,44,419,2317]
subhead-childrens-escape: CHILDREN'S ESCAPE [424,79,551,93]
filler-text: Lorem ipsum dolor sit amet consectetur adipiscing elit sed do eiusmod tempor incididunt ut labore et dolore magna aliqua. Ut enim ad minim veniam, quis nostrud exercitation ullamco laboris nisi ut aliquip ex ea commodo consequat. Duis aute irure dolor in reprehenderit in voluptate velit esse cillum dolore eu fugiat nulla pariatur. Excepteur sint occaecat cupidatat non proident, sunt in culpa qui officia deserunt mollit anim id est laborum. [836,993,963,1118]
filler-text: Lorem ipsum dolor sit amet consectetur adipiscing elit sed do eiusmod tempor incididunt ut labore et dolore magna aliqua. Ut enim ad minim veniam, quis nostrud exercitation ullamco laboris nisi ut aliquip ex ea commodo consequat. Duis aute irure dolor in reprehenderit in voluptate velit esse cillum dolore eu fugiat nulla pariatur. Excepteur sint occaecat cupidatat non proident, sunt in culpa qui officia deserunt mollit anim id est laborum. [699,1022,826,1147]
filler-text: Lorem ipsum dolor sit amet consectetur adipiscing elit sed do eiusmod tempor incididunt ut labore et dolore magna aliqua. Ut enim ad minim veniam, quis nostrud exercitation ullamco laboris nisi ut aliquip ex ea commodo consequat. Duis aute irure dolor in reprehenderit in voluptate velit esse cillum dolore eu fugiat nulla pariatur. Excepteur sint occaecat cupidatat non proident, sunt in culpa qui officia deserunt mollit anim id est laborum. [150,876,277,1001]
section-heading: BEYOND BROKERS' CONTROL [31,1089,121,1112]
filler-text: Lorem ipsum dolor sit amet consectetur adipiscing elit sed do eiusmod tempor incididunt ut labore et dolore magna aliqua. Ut enim ad minim veniam, quis nostrud exercitation ullamco laboris nisi ut aliquip ex ea commodo consequat. Duis aute irure dolor in reprehenderit in voluptate velit esse cillum dolore eu fugiat nulla pariatur. Excepteur sint occaecat cupidatat non proident, sunt in culpa qui officia deserunt mollit anim id est laborum. [561,1721,689,1846]
headline-auckland-tragedy: AUCKLAND TRAGEDY [561,45,689,94]
byline: (By Telegraph—Press Association.) [297,1360,403,1370]
batsman-runs: 11 [543,1209,551,1219]
headline-financial-aspect: FINANCIAL ASPECT [290,594,410,609]
article-paragraph: had arrived at a dead end. They had reached a position of affairs when the woolgrowers had got to put up the best possible fight for themselves. [150,44,277,82]
filler-text: Lorem ipsum dolor sit amet consectetur adipiscing elit sed do eiusmod tempor incididunt ut labore et dolore magna aliqua. Ut enim ad minim veniam, quis nostrud exercitation ullamco laboris nisi ut aliquip ex ea commodo consequat. Duis aute irure dolor in reprehenderit in voluptate velit esse cillum dolore eu fugiat nulla pariatur. Excepteur sint occaecat cupidatat non proident, sunt in culpa qui officia deserunt mollit anim id est laborum. [150,751,277,876]
column-5 [556,44,694,2317]
filler-text: Lorem ipsum dolor sit amet consectetur adipiscing elit sed do eiusmod tempor incididunt ut labore et dolore magna aliqua. Ut enim ad minim veniam, quis nostrud exercitation ullamco laboris nisi ut aliquip ex ea commodo consequat. Duis aute irure dolor in reprehenderit in voluptate velit esse cillum dolore eu fugiat nulla pariatur. Excepteur sint occaecat cupidatat non proident, sunt in culpa qui officia deserunt mollit anim id est laborum. [150,1141,277,1266]
article-paragraph: It is stated that R. A. Rose, the noted New Zealand distance runner, who figured in some sensational races with Lloyd Hahn, of America, a few seasons ago, is preparing to meet the great athlete. [973,718,1101,776]
scorecard-row [424,1248,550,1258]
filler-text: Lorem ipsum dolor sit amet consectetur adipiscing elit sed do eiusmod tempor incididunt ut labore et dolore magna aliqua. Ut enim ad minim veniam, quis nostrud exercitation ullamco laboris nisi ut aliquip ex ea commodo consequat. Duis aute irure dolor in reprehenderit in voluptate velit esse cillum dolore eu fugiat nulla pariatur. Excepteur sint occaecat cupidatat non proident, sunt in culpa qui officia deserunt mollit anim id est laborum. [561,528,689,653]
dateline: AUCKLAND, This Day. [313,1373,388,1383]
headline-great-runners: GREAT RUNNERS [985,678,1090,693]
headline-british-federation: BRITISH FEDERATION [173,1013,253,1043]
batsman-name: Duckworth, lbw, b Wrigley [424,1200,505,1210]
filler-text: Lorem ipsum dolor sit amet consectetur adipiscing elit sed do eiusmod tempor incididunt ut labore et dolore magna aliqua. Ut enim ad minim veniam, quis nostrud exercitation ullamco laboris nisi ut aliquip ex ea commodo consequat. Duis aute irure dolor in reprehenderit in voluptate velit esse cillum dolore eu fugiat nulla pariatur. Excepteur sint occaecat cupidatat non proident, sunt in culpa qui officia deserunt mollit anim id est laborum. [699,129,826,254]
dateline: CHRISTCHURCH, This Day. [855,943,945,953]
column-6 [695,44,832,2317]
filler-text: Lorem ipsum dolor sit amet consectetur adipiscing elit sed do eiusmod tempor incididunt ut labore et dolore magna aliqua. Ut enim ad minim veniam, quis nostrud exercitation ullamco laboris nisi ut aliquip ex ea commodo consequat. Duis aute irure dolor in reprehenderit in voluptate velit esse cillum dolore eu fugiat nulla pariatur. Excepteur sint occaecat cupidatat non proident, sunt in culpa qui officia deserunt mollit anim id est laborum. [424,503,551,628]
scorecard-row [424,1191,550,1201]
byline: (By Telegraph—Press Association.) [847,88,953,97]
headline-share-market: SHARE MARKET [725,1621,801,1632]
headline-personal-items: PERSONAL ITEMS [709,48,817,62]
filler-text: Lorem ipsum dolor sit amet consectetur adipiscing elit sed do eiusmod tempor incididunt ut labore et dolore magna aliqua. Ut enim ad minim veniam, quis nostrud exercitation ullamco laboris nisi ut aliquip ex ea commodo consequat. Duis aute irure dolor in reprehenderit in voluptate velit esse cillum dolore eu fugiat nulla pariatur. Excepteur sint occaecat cupidatat non proident, sunt in culpa qui officia deserunt mollit anim id est laborum. [13,1145,140,1270]
scorecard [424,1181,550,1258]
filler-text: Lorem ipsum dolor sit amet consectetur adipiscing elit sed do eiusmod tempor incididunt ut labore et dolore magna aliqua. Ut enim ad minim veniam, quis nostrud exercitation ullamco laboris nisi ut aliquip ex ea commodo consequat. Duis aute irure dolor in reprehenderit in voluptate velit esse cillum dolore eu fugiat nulla pariatur. Excepteur sint occaecat cupidatat non proident, sunt in culpa qui officia deserunt mollit anim id est laborum. [150,1626,277,1751]
filler-text: Lorem ipsum dolor sit amet consectetur adipiscing elit sed do eiusmod tempor incididunt ut labore et dolore magna aliqua. Ut enim ad minim veniam, quis nostrud exercitation ullamco laboris nisi ut aliquip ex ea commodo consequat. Duis aute irure dolor in reprehenderit in voluptate velit esse cillum dolore eu fugiat nulla pariatur. Excepteur sint occaecat cupidatat non proident, sunt in culpa qui officia deserunt mollit anim id est laborum. [150,131,277,256]
filler-text: Lorem ipsum dolor sit amet consectetur adipiscing elit sed do eiusmod tempor incididunt ut labore et dolore magna aliqua. Ut enim ad minim veniam, quis nostrud exercitation ullamco laboris nisi ut aliquip ex ea commodo consequat. Duis aute irure dolor in reprehenderit in voluptate velit esse cillum dolore eu fugiat nulla pariatur. Excepteur sint occaecat cupidatat non proident, sunt in culpa qui officia deserunt mollit anim id est laborum. [561,902,689,1027]
scorecard-total [424,1258,550,1268]
byline: (By Telegraph.) (Special to "The Evening Post.") [564,197,686,216]
scorecard-row [424,1181,550,1191]
byline: (By Telegraph—Press Association.) [710,1546,816,1556]
filler-text: Lorem ipsum dolor sit amet consectetur adipiscing elit sed do eiusmod tempor incididunt ut labore et dolore magna aliqua. Ut enim ad minim veniam, quis nostrud exercitation ullamco laboris nisi ut aliquip ex ea commodo consequat. Duis aute irure dolor in reprehenderit in voluptate velit esse cillum dolore eu fugiat nulla pariatur. Excepteur sint occaecat cupidatat non proident, sunt in culpa qui officia deserunt mollit anim id est laborum. [561,1027,689,1152]
filler-text: Lorem ipsum dolor sit amet consectetur adipiscing elit sed do eiusmod tempor incididunt ut labore et dolore magna aliqua. Ut enim ad minim veniam, quis nostrud exercitation ullamco laboris nisi ut aliquip ex ea commodo consequat. Duis aute irure dolor in reprehenderit in voluptate velit esse cillum dolore eu fugiat nulla pariatur. Excepteur sint occaecat cupidatat non proident, sunt in culpa qui officia deserunt mollit anim id est laborum. [13,226,140,352]
dateline: AUCKLAND, This Day. [588,219,662,229]
